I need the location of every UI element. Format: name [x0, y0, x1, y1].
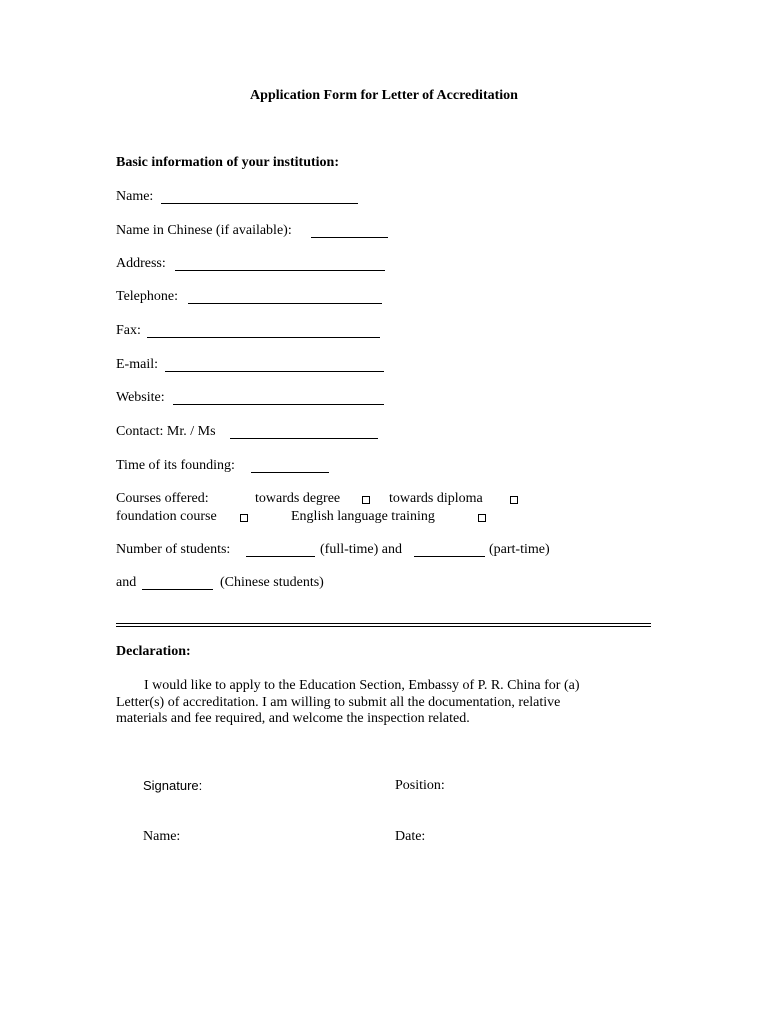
email-blank[interactable]: [165, 371, 384, 372]
section-heading-basic-info: Basic information of your institution:: [116, 155, 339, 170]
and-label: and: [116, 575, 137, 590]
contact-blank[interactable]: [230, 438, 378, 439]
fax-label: Fax:: [116, 323, 141, 338]
checkbox-english[interactable]: [478, 514, 486, 522]
position-label: Position:: [395, 778, 445, 793]
course-option-degree-label: towards degree: [255, 491, 341, 506]
checkbox-diploma[interactable]: [510, 496, 518, 504]
founding-blank[interactable]: [251, 472, 329, 473]
full-time-blank[interactable]: [246, 556, 315, 557]
course-option-degree: [255, 491, 340, 507]
section-divider-top: [116, 623, 651, 624]
declaration-paragraph: [116, 678, 656, 728]
checkbox-degree[interactable]: [362, 496, 370, 504]
declaration-line-2: Letter(s) of accreditation. I am willing to submit all the documentation, relative: [116, 694, 561, 710]
declaration-heading: Declaration:: [116, 644, 191, 659]
full-time-label: (full-time) and: [320, 542, 403, 557]
declaration-line-1: I would like to apply to the Education Section, Embassy of P. R. China for (a): [144, 678, 580, 693]
course-option-foundation: [116, 509, 217, 525]
name-blank[interactable]: [161, 203, 358, 204]
course-option-english-label: English language training: [291, 509, 435, 524]
checkbox-foundation[interactable]: [240, 514, 248, 522]
name-chinese-label: Name in Chinese (if available):: [116, 223, 292, 238]
address-blank[interactable]: [175, 270, 385, 271]
chinese-students-label: (Chinese students): [220, 575, 324, 590]
fax-blank[interactable]: [147, 337, 380, 338]
signature-name-label: Name:: [143, 829, 181, 844]
email-label: E-mail:: [116, 357, 158, 372]
founding-label: Time of its founding:: [116, 458, 235, 473]
document-title: Application Form for Letter of Accreditation: [250, 88, 518, 103]
course-option-diploma: [389, 491, 483, 507]
signature-label: Signature:: [143, 778, 203, 793]
course-option-diploma-label: towards diploma: [389, 491, 483, 506]
part-time-blank[interactable]: [414, 556, 485, 557]
telephone-blank[interactable]: [188, 303, 382, 304]
course-option-english: [291, 509, 435, 525]
section-divider-bottom: [116, 626, 651, 627]
name-chinese-blank[interactable]: [311, 237, 388, 238]
name-label: Name:: [116, 189, 154, 204]
part-time-label: (part-time): [489, 542, 550, 557]
contact-label: Contact: Mr. / Ms: [116, 424, 216, 439]
address-label: Address:: [116, 256, 166, 271]
course-option-foundation-label: foundation course: [116, 509, 217, 524]
telephone-label: Telephone:: [116, 289, 178, 304]
website-label: Website:: [116, 390, 165, 405]
chinese-students-blank[interactable]: [142, 589, 213, 590]
website-blank[interactable]: [173, 404, 384, 405]
courses-label: Courses offered:: [116, 491, 209, 506]
declaration-line-3: materials and fee required, and welcome the inspection related.: [116, 711, 470, 726]
students-label: Number of students:: [116, 542, 231, 557]
date-label: Date:: [395, 829, 426, 844]
